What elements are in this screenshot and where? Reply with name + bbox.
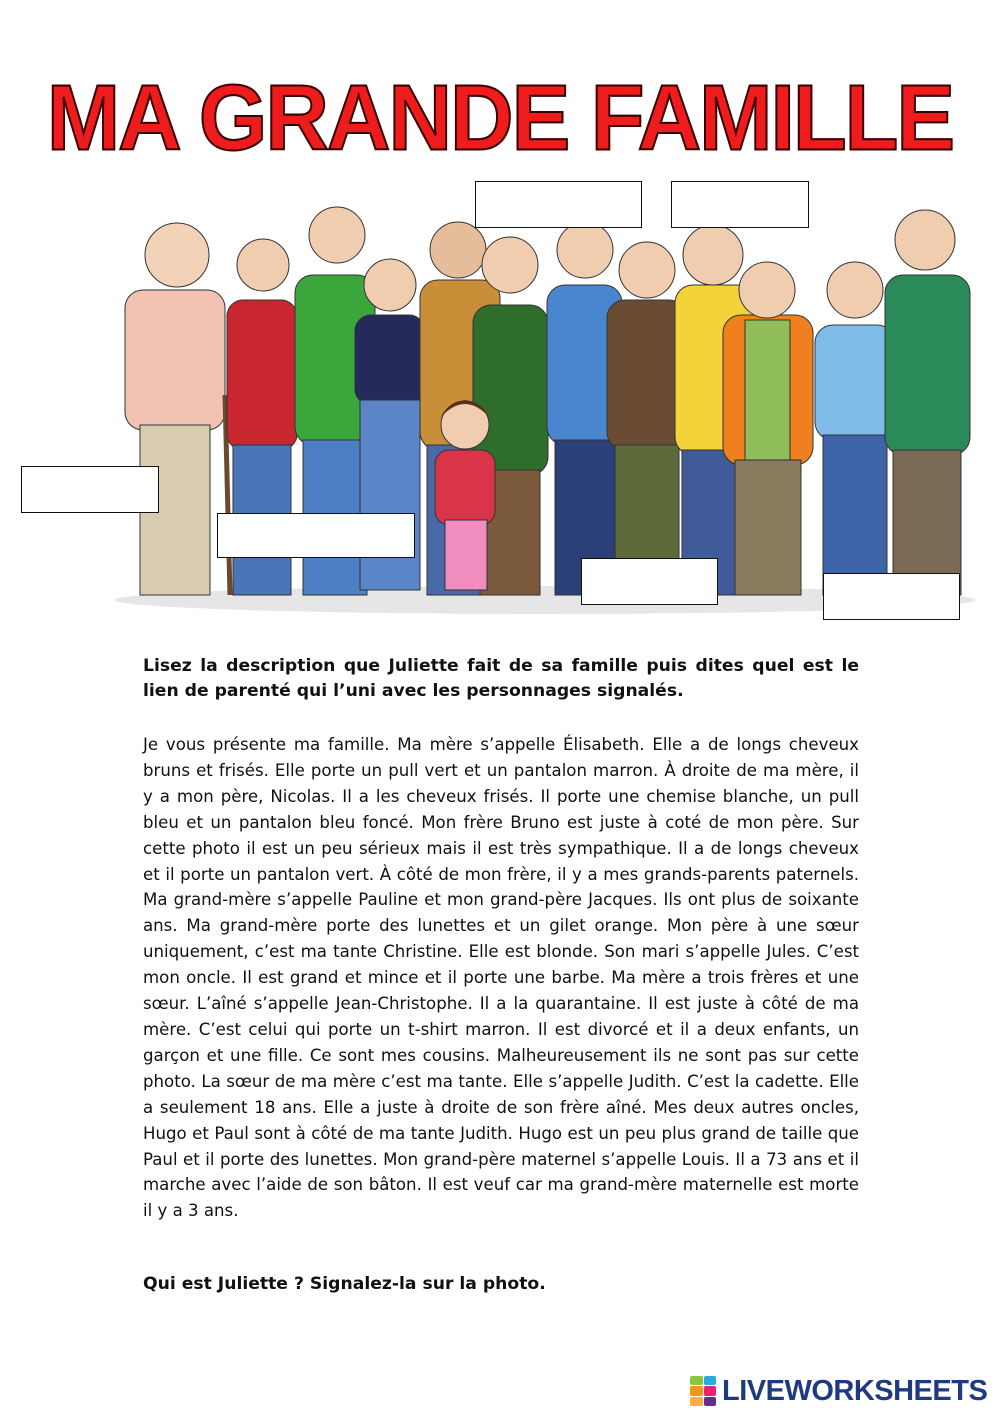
person-aunt-christine: [815, 262, 895, 595]
answer-box-2[interactable]: [671, 181, 809, 228]
final-question: Qui est Juliette ? Signalez-la sur la photo.: [143, 1274, 546, 1294]
instructions: Lisez la description que Juliette fait de sa famille puis dites quel est le lien de parenté qui l’uni avec les personnages signalés.: [143, 656, 859, 701]
liveworksheets-logo-icon: [690, 1376, 716, 1406]
answer-box-1[interactable]: [475, 181, 642, 228]
answer-box-6[interactable]: [823, 573, 960, 620]
story-text: Je vous présente ma famille. Ma mère s’appelle Élisabeth. Elle a de longs cheveux bruns et frisés. Elle porte un pull vert et un pantalon marron. À droite de ma mère, il y a mon père, Nicolas. Il a les cheveux frisés. Il porte une chemise blanche, un pull bleu et un pantalon bleu foncé. Mon frère Bruno est juste à coté de mon père. Sur cette photo il est un peu sérieux mais il est très sympathique. Il a de longs cheveux et il porte un pantalon vert. À côté de mon frère, il y a mes grands-parents paternels. Ma grand-mère s’appelle Pauline et mon grand-père Jacques. Ils ont plus de soixante ans. Ma grand-mère porte des lunettes et un gilet orange. Mon père à une sœur uniquement, c’est ma tante Christine. Elle est blonde. Son mari s’appelle Jules. C’est mon oncle. Il est grand et mince et il porte une barbe. Ma mère a trois frères et une sœur. L’aîné s’appelle Jean-Christophe. Il a la quarantaine. Il est juste à côté de ma mère. C’est celui qui porte un t-shirt marron. Il est divorcé et il a deux enfants, un garçon et une fille. Ce sont mes cousins. Malheureusement ils ne sont pas sur cette photo. La sœur de ma mère c’est ma tante. Elle s’appelle Judith. C’est la cadette. Elle a seulement 18 ans. Elle a juste à droite de son frère aîné. Mes deux autres oncles, Hugo et Paul sont à côté de ma tante Judith. Hugo est un peu plus grand de taille que Paul et il porte des lunettes. Mon grand-père maternel s’appelle Louis. Il a 73 ans et il marche avec l’aide de son bâton. Il est veuf car ma grand-mère maternelle est morte il y a 3 ans.: [143, 735, 859, 1221]
answer-box-3[interactable]: [21, 466, 159, 513]
liveworksheets-brand: [690, 1372, 987, 1410]
brand-name: LIVEWORKSHEETS: [722, 1374, 988, 1407]
answer-box-5[interactable]: [581, 558, 718, 605]
page-title: MA GRANDE FAMILLE: [46, 65, 954, 170]
person-uncle-jules: [885, 210, 970, 595]
answer-box-4[interactable]: [217, 513, 415, 558]
person-grandfather-louis: [125, 223, 230, 595]
